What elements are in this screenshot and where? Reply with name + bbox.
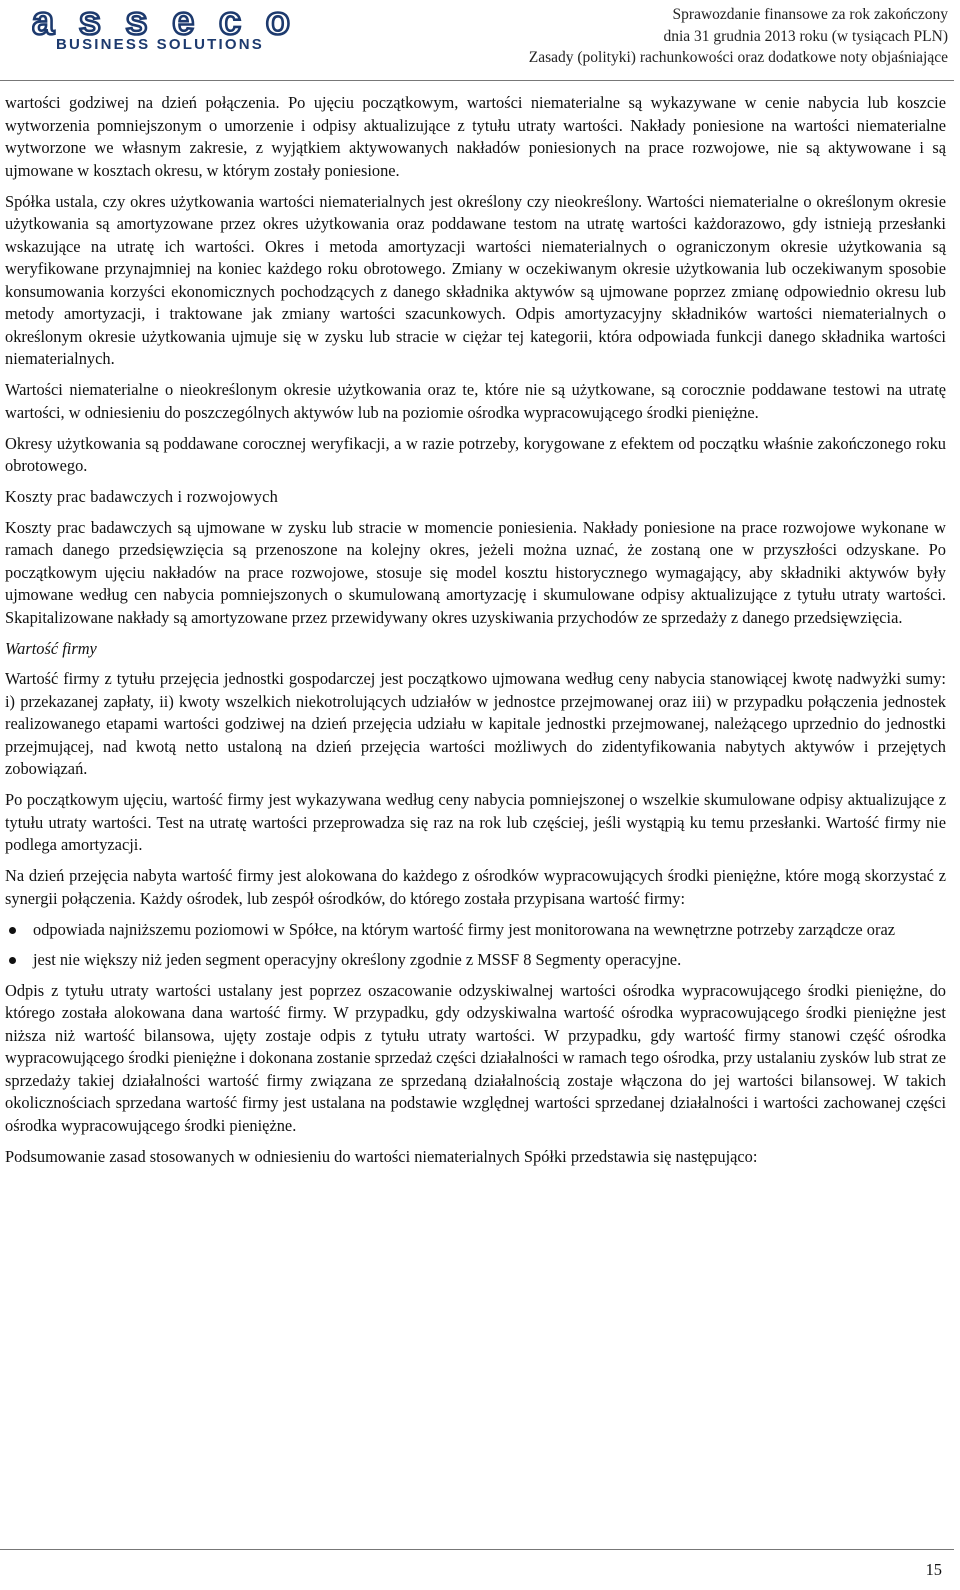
svg-text:asseco: asseco	[32, 4, 292, 43]
header-line-1: Sprawozdanie finansowe za rok zakończony	[672, 6, 948, 23]
paragraph: Po początkowym ujęciu, wartość firmy jest wykazywana według ceny nabycia pomniejszonej o wszelkie skumulowane odpisy aktualizujące z tytułu utraty wartości. Test na utratę wartości przeprowadza się raz na rok lub częściej, jeśli wystąpią ku temu przesłanki. Wartość firmy nie podlega amortyzacji.	[5, 790, 946, 854]
paragraph: Odpis z tytułu utraty wartości ustalany jest poprzez oszacowanie odzyskiwalnej wartości ośrodka wypracowującego środki pieniężne, do którego została alokowana dana wartość firmy. W przypadku, gdy odzyskiwalna wartość ośrodka wypracowującego środki pieniężne jest niższa niż wartość bilansowa, ujęty zostaje odpis z tytułu utraty wartości. W przypadku, gdy wartość firmy stanowi część ośrodka wypracowującego środki pieniężne i dokonana zostanie sprzedaż części działalności w ramach tego ośrodka, przy ustalaniu zysków lub strat ze sprzedaży takiej działalności wartość firmy związana ze sprzedaną działalnością zostaje włączona do jej wartości bilansowej. W takich okolicznościach sprzedana wartość firmy jest ustalana na podstawie względnej wartości sprzedanej działalności i wartości zachowanej części ośrodka wypracowującego środki pieniężne.	[5, 980, 946, 1135]
paragraph: Na dzień przejęcia nabyta wartość firmy jest alokowana do każdego z ośrodków wypracowujących środki pieniężne, które mogą skorzystać z synergii połączenia. Każdy ośrodek, lub zespół ośrodków, do którego została przypisana wartość firmy:	[5, 866, 946, 908]
page-header	[0, 0, 960, 78]
section-heading-research-costs: Koszty prac badawczych i rozwojowych	[5, 487, 278, 506]
paragraph: Spółka ustala, czy okres użytkowania wartości niematerialnych jest określony czy nieokreślony. Wartości niematerialne o określonym okresie użytkowania są amortyzowane przez okres użytkowania oraz poddawane testom na utratę wartości każdorazowo, gdy istnieją przesłanki wskazujące na utratę ich wartości. Okres i metoda amortyzacji wartości niematerialnych o ograniczonym okresie użytkowania są weryfikowane przynajmniej na koniec każdego roku obrotowego. Zmiany w oczekiwanym okresie użytkowania lub oczekiwanym sposobie konsumowania korzyści ekonomicznych pochodzących z danego składnika aktywów są ujmowane poprzez zmianę odpowiednio okresu lub metody amortyzacji, i traktowane jak zmiany wartości szacunkowych. Odpis amortyzacyjny składników wartości niematerialnych o określonym okresie użytkowania ujmuje się w zysku lub stracie w ciężar tej kategorii, która odpowiada funkcji danego składnika wartości niematerialnych.	[5, 191, 946, 368]
logo-subtitle: BUSINESS SOLUTIONS	[56, 36, 264, 53]
header-line-3: Zasady (polityki) rachunkowości oraz dodatkowe noty objaśniające	[528, 49, 948, 66]
list-item-text: jest nie większy niż jeden segment operacyjny określony zgodnie z MSSF 8 Segmenty operacyjne.	[33, 950, 682, 969]
header-line-2: dnia 31 grudnia 2013 roku (w tysiącach PLN)	[663, 27, 948, 45]
paragraph: Podsumowanie zasad stosowanych w odniesieniu do wartości niematerialnych Spółki przedstawia się następująco:	[5, 1146, 758, 1166]
list-item-text: odpowiada najniższemu poziomowi w Spółce, na którym wartość firmy jest monitorowana na wewnętrzne potrzeby zarządcze oraz	[33, 919, 896, 939]
list-item	[5, 919, 946, 942]
paragraph: wartości godziwej na dzień połączenia. Po ujęciu początkowym, wartości niematerialne są wykazywane w cenie nabycia lub koszcie wytworzenia pomniejszonym o umorzenie i odpisy aktualizujące z tytułu utraty wartości. Nakłady poniesione na wartości niematerialne wytworzone we własnym zakresie, z wyjątkiem aktywowanych nakładów poniesionych na prace rozwojowe, nie są aktywowane i są ujmowane w kosztach okresu, w którym zostały poniesione.	[5, 93, 946, 180]
bullet-icon	[9, 957, 16, 964]
document-body	[5, 92, 946, 1177]
paragraph: Wartości niematerialne o nieokreślonym okresie użytkowania oraz te, które nie są użytkowane, są corocznie poddawane testowi na utratę wartości, w odniesieniu do poszczególnych aktywów lub na poziomie ośrodka wypracowującego środki pieniężne.	[5, 380, 946, 422]
footer-divider	[0, 1549, 954, 1550]
bullet-icon	[9, 927, 16, 934]
section-heading-goodwill: Wartość firmy	[5, 638, 97, 658]
page-number: 15	[925, 1560, 942, 1579]
document-header-info	[529, 4, 948, 69]
list-item	[5, 949, 946, 972]
paragraph: Koszty prac badawczych są ujmowane w zysku lub stracie w momencie poniesienia. Nakłady poniesione na prace rozwojowe wykonane w ramach danego przedsięwzięcia są przenoszone na kolejny okres, jeżeli można uznać, że zostaną one w przyszłości odzyskane. Po początkowym ujęciu nakładów na prace rozwojowe, stosuje się model kosztu historycznego wymagający, aby składniki aktywów były ujmowane według cen nabycia pomniejszonych o skumulowaną amortyzację i skumulowane odpisy aktualizujące z tytułu utraty wartości. Skapitalizowane nakłady są amortyzowane przez przewidywany okres uzyskiwania przychodów ze sprzedaży z danego przedsięwzięcia.	[5, 517, 946, 627]
header-divider	[0, 80, 954, 81]
bullet-list	[5, 919, 946, 972]
paragraph: Okresy użytkowania są poddawane corocznej weryfikacji, a w razie potrzeby, korygowane z efektem od początku właśnie zakończonego roku obrotowego.	[5, 433, 946, 475]
paragraph: Wartość firmy z tytułu przejęcia jednostki gospodarczej jest początkowo ujmowana według ceny nabycia stanowiącej kwotę nadwyżki sumy: i) przekazanej zapłaty, ii) kwoty wszelkich niekotrolujących udziałów w jednostce przejmowanej oraz iii) w przypadku połączenia jednostek realizowanego etapami wartości godziwej na dzień przejęcia udziału w kapitale jednostki przejmowanej, należącego uprzednio do jednostki przejmującej, nad kwotą netto ustaloną na dzień przejęcia wartości możliwych do zidentyfikowania nabytych aktywów i przejętych zobowiązań.	[5, 669, 946, 778]
